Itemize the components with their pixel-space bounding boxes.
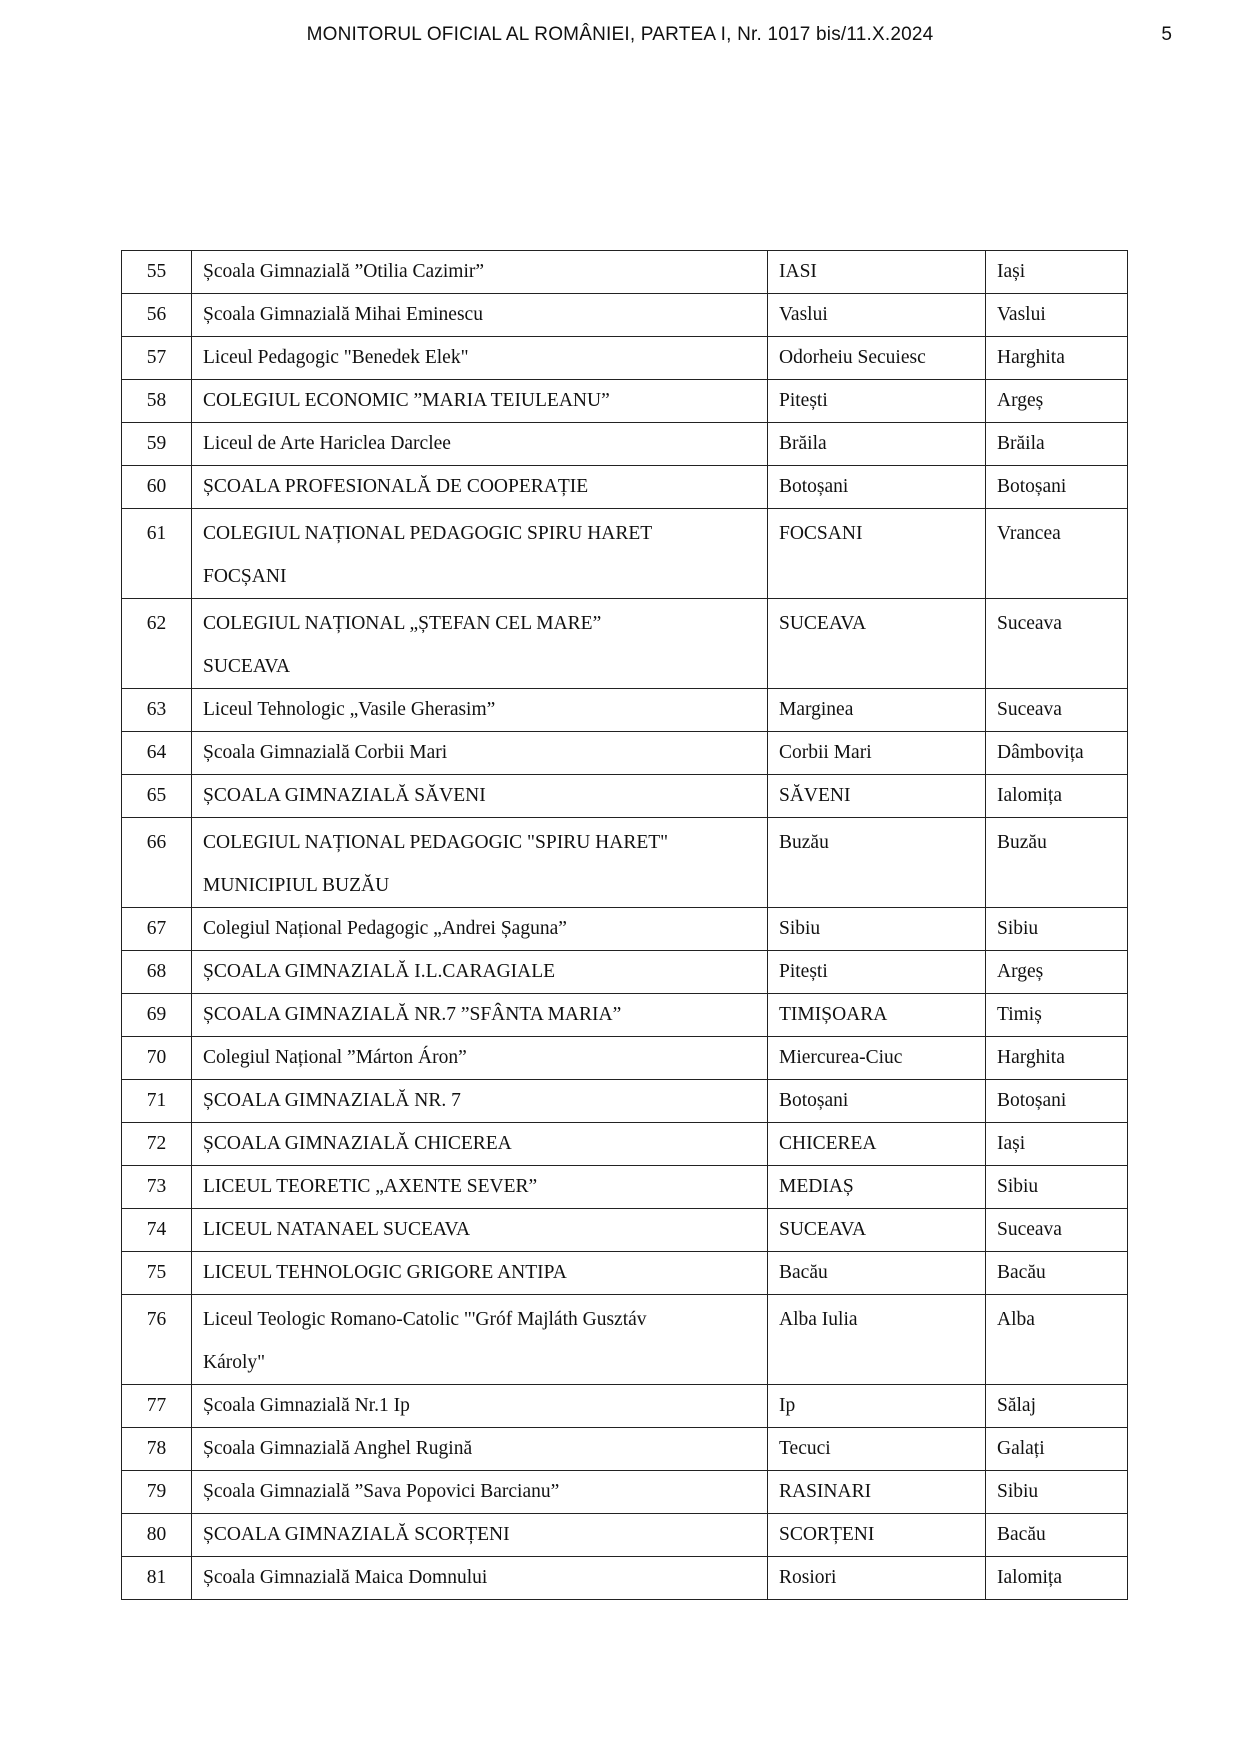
locality-cell: Buzău bbox=[768, 818, 986, 908]
school-name-line: Liceul Tehnologic „Vasile Gherasim” bbox=[203, 699, 496, 720]
school-name-line: Liceul Teologic Romano-Catolic "'Gróf Majláth Gusztáv bbox=[203, 1309, 647, 1330]
school-name-cell bbox=[192, 1557, 768, 1600]
row-number-cell: 59 bbox=[122, 423, 192, 466]
county-cell: Brăila bbox=[986, 423, 1128, 466]
school-name-cell bbox=[192, 818, 768, 908]
school-name-line: COLEGIUL ECONOMIC ”MARIA TEIULEANU” bbox=[203, 390, 610, 411]
locality-cell: Tecuci bbox=[768, 1428, 986, 1471]
county-cell: Timiș bbox=[986, 994, 1128, 1037]
county-cell: Argeș bbox=[986, 951, 1128, 994]
row-number-cell: 68 bbox=[122, 951, 192, 994]
locality-cell: Bacău bbox=[768, 1252, 986, 1295]
row-number-cell: 64 bbox=[122, 732, 192, 775]
locality-cell: Brăila bbox=[768, 423, 986, 466]
table-row bbox=[122, 1514, 1128, 1557]
row-number-cell: 80 bbox=[122, 1514, 192, 1557]
school-name-cell bbox=[192, 294, 768, 337]
locality-cell: Vaslui bbox=[768, 294, 986, 337]
school-name-line: COLEGIUL NAȚIONAL PEDAGOGIC "SPIRU HARET" bbox=[203, 832, 669, 853]
school-name-line: ȘCOALA GIMNAZIALĂ I.L.CARAGIALE bbox=[203, 961, 556, 982]
row-number-cell: 79 bbox=[122, 1471, 192, 1514]
county-cell: Ialomița bbox=[986, 1557, 1128, 1600]
school-name-line: LICEUL NATANAEL SUCEAVA bbox=[203, 1219, 471, 1240]
locality-cell: SĂVENI bbox=[768, 775, 986, 818]
locality-cell: Ip bbox=[768, 1385, 986, 1428]
table-row bbox=[122, 294, 1128, 337]
county-cell: Iași bbox=[986, 251, 1128, 294]
school-name-line: Școala Gimnazială ”Sava Popovici Barcianu” bbox=[203, 1481, 560, 1502]
row-number-cell: 58 bbox=[122, 380, 192, 423]
page-header-title: MONITORUL OFICIAL AL ROMÂNIEI, PARTEA I, Nr. 1017 bis/11.X.2024 bbox=[306, 24, 934, 45]
school-name-cell bbox=[192, 994, 768, 1037]
row-number-cell: 62 bbox=[122, 599, 192, 689]
school-name-cell bbox=[192, 599, 768, 689]
row-number-cell: 57 bbox=[122, 337, 192, 380]
county-cell: Vaslui bbox=[986, 294, 1128, 337]
locality-cell: Alba Iulia bbox=[768, 1295, 986, 1385]
row-number-cell: 55 bbox=[122, 251, 192, 294]
school-name-cell bbox=[192, 1166, 768, 1209]
row-number-cell: 81 bbox=[122, 1557, 192, 1600]
table-row bbox=[122, 599, 1128, 689]
county-cell: Iași bbox=[986, 1123, 1128, 1166]
school-name-line: MUNICIPIUL BUZĂU bbox=[203, 874, 390, 896]
locality-cell: Pitești bbox=[768, 380, 986, 423]
row-number-cell: 60 bbox=[122, 466, 192, 509]
school-name-line: Colegiul Național Pedagogic „Andrei Șaguna” bbox=[203, 918, 567, 939]
table-row bbox=[122, 1080, 1128, 1123]
row-number-cell: 75 bbox=[122, 1252, 192, 1295]
table-row bbox=[122, 951, 1128, 994]
table-row bbox=[122, 994, 1128, 1037]
locality-cell: FOCSANI bbox=[768, 509, 986, 599]
table-row bbox=[122, 1557, 1128, 1600]
row-number-cell: 56 bbox=[122, 294, 192, 337]
county-cell: Suceava bbox=[986, 689, 1128, 732]
schools-table-body bbox=[122, 251, 1128, 1600]
school-name-line: LICEUL TEHNOLOGIC GRIGORE ANTIPA bbox=[203, 1262, 567, 1283]
school-name-line: COLEGIUL NAȚIONAL „ȘTEFAN CEL MARE” bbox=[203, 613, 602, 634]
row-number-cell: 72 bbox=[122, 1123, 192, 1166]
locality-cell: MEDIAȘ bbox=[768, 1166, 986, 1209]
school-name-line: Școala Gimnazială Nr.1 Ip bbox=[203, 1395, 410, 1416]
locality-cell: RASINARI bbox=[768, 1471, 986, 1514]
county-cell: Suceava bbox=[986, 1209, 1128, 1252]
county-cell: Bacău bbox=[986, 1514, 1128, 1557]
table-row bbox=[122, 908, 1128, 951]
locality-cell: SUCEAVA bbox=[768, 599, 986, 689]
school-name-cell bbox=[192, 732, 768, 775]
county-cell: Harghita bbox=[986, 337, 1128, 380]
school-name-cell bbox=[192, 1295, 768, 1385]
locality-cell: Rosiori bbox=[768, 1557, 986, 1600]
school-name-cell bbox=[192, 1080, 768, 1123]
school-name-line: SUCEAVA bbox=[203, 655, 291, 677]
table-row bbox=[122, 818, 1128, 908]
table-row bbox=[122, 1209, 1128, 1252]
school-name-cell bbox=[192, 1385, 768, 1428]
county-cell: Sălaj bbox=[986, 1385, 1128, 1428]
school-name-line: ȘCOALA GIMNAZIALĂ CHICEREA bbox=[203, 1133, 512, 1154]
locality-cell: Botoșani bbox=[768, 466, 986, 509]
county-cell: Botoșani bbox=[986, 1080, 1128, 1123]
locality-cell: Botoșani bbox=[768, 1080, 986, 1123]
county-cell: Sibiu bbox=[986, 908, 1128, 951]
school-name-cell bbox=[192, 1123, 768, 1166]
row-number-cell: 74 bbox=[122, 1209, 192, 1252]
school-name-cell bbox=[192, 423, 768, 466]
school-name-line: COLEGIUL NAȚIONAL PEDAGOGIC SPIRU HARET bbox=[203, 523, 653, 544]
locality-cell: Marginea bbox=[768, 689, 986, 732]
county-cell: Harghita bbox=[986, 1037, 1128, 1080]
school-name-cell bbox=[192, 1252, 768, 1295]
school-name-line: ȘCOALA GIMNAZIALĂ NR. 7 bbox=[203, 1090, 461, 1111]
school-name-cell bbox=[192, 337, 768, 380]
school-name-cell bbox=[192, 1209, 768, 1252]
county-cell: Sibiu bbox=[986, 1471, 1128, 1514]
locality-cell: Odorheiu Secuiesc bbox=[768, 337, 986, 380]
county-cell: Dâmbovița bbox=[986, 732, 1128, 775]
locality-cell: SUCEAVA bbox=[768, 1209, 986, 1252]
table-row bbox=[122, 423, 1128, 466]
table-row bbox=[122, 1295, 1128, 1385]
county-cell: Botoșani bbox=[986, 466, 1128, 509]
table-row bbox=[122, 509, 1128, 599]
table-row bbox=[122, 1428, 1128, 1471]
row-number-cell: 69 bbox=[122, 994, 192, 1037]
row-number-cell: 73 bbox=[122, 1166, 192, 1209]
table-row bbox=[122, 1252, 1128, 1295]
school-name-cell bbox=[192, 1514, 768, 1557]
locality-cell: IASI bbox=[768, 251, 986, 294]
county-cell: Vrancea bbox=[986, 509, 1128, 599]
county-cell: Bacău bbox=[986, 1252, 1128, 1295]
row-number-cell: 65 bbox=[122, 775, 192, 818]
school-name-line: ȘCOALA GIMNAZIALĂ NR.7 ”SFÂNTA MARIA” bbox=[203, 1004, 622, 1025]
table-row bbox=[122, 689, 1128, 732]
county-cell: Buzău bbox=[986, 818, 1128, 908]
school-name-line: FOCȘANI bbox=[203, 565, 287, 587]
school-name-cell bbox=[192, 775, 768, 818]
locality-cell: Miercurea-Ciuc bbox=[768, 1037, 986, 1080]
school-name-cell bbox=[192, 908, 768, 951]
table-row bbox=[122, 775, 1128, 818]
school-name-line: Liceul de Arte Hariclea Darclee bbox=[203, 433, 451, 454]
county-cell: Sibiu bbox=[986, 1166, 1128, 1209]
locality-cell: Corbii Mari bbox=[768, 732, 986, 775]
schools-table bbox=[121, 250, 1128, 1600]
school-name-line: Școala Gimnazială Anghel Rugină bbox=[203, 1438, 473, 1459]
school-name-cell bbox=[192, 466, 768, 509]
school-name-cell bbox=[192, 1037, 768, 1080]
table-row bbox=[122, 1166, 1128, 1209]
locality-cell: SCORȚENI bbox=[768, 1514, 986, 1557]
row-number-cell: 61 bbox=[122, 509, 192, 599]
school-name-line: Liceul Pedagogic "Benedek Elek" bbox=[203, 347, 469, 368]
table-row bbox=[122, 732, 1128, 775]
school-name-cell bbox=[192, 251, 768, 294]
row-number-cell: 71 bbox=[122, 1080, 192, 1123]
school-name-cell bbox=[192, 380, 768, 423]
table-row bbox=[122, 1123, 1128, 1166]
school-name-cell bbox=[192, 509, 768, 599]
locality-cell: Pitești bbox=[768, 951, 986, 994]
school-name-line: Școala Gimnazială Maica Domnului bbox=[203, 1567, 488, 1588]
row-number-cell: 67 bbox=[122, 908, 192, 951]
row-number-cell: 76 bbox=[122, 1295, 192, 1385]
school-name-cell bbox=[192, 1471, 768, 1514]
page-number: 5 bbox=[1161, 24, 1172, 45]
school-name-cell bbox=[192, 1428, 768, 1471]
county-cell: Alba bbox=[986, 1295, 1128, 1385]
school-name-cell bbox=[192, 951, 768, 994]
school-name-line: ȘCOALA GIMNAZIALĂ SCORȚENI bbox=[203, 1524, 510, 1545]
school-name-line: Școala Gimnazială Corbii Mari bbox=[203, 742, 448, 763]
school-name-line: Colegiul Național ”Márton Áron” bbox=[203, 1047, 467, 1068]
county-cell: Galați bbox=[986, 1428, 1128, 1471]
school-name-cell bbox=[192, 689, 768, 732]
table-row bbox=[122, 380, 1128, 423]
school-name-line: Károly" bbox=[203, 1351, 266, 1373]
table-row bbox=[122, 1385, 1128, 1428]
school-name-line: LICEUL TEORETIC „AXENTE SEVER” bbox=[203, 1176, 538, 1197]
row-number-cell: 78 bbox=[122, 1428, 192, 1471]
row-number-cell: 77 bbox=[122, 1385, 192, 1428]
locality-cell: Sibiu bbox=[768, 908, 986, 951]
school-name-line: Școala Gimnazială ”Otilia Cazimir” bbox=[203, 261, 485, 282]
school-name-line: ȘCOALA PROFESIONALĂ DE COOPERAȚIE bbox=[203, 476, 589, 497]
row-number-cell: 70 bbox=[122, 1037, 192, 1080]
table-row bbox=[122, 251, 1128, 294]
locality-cell: CHICEREA bbox=[768, 1123, 986, 1166]
table-row bbox=[122, 466, 1128, 509]
school-name-line: ȘCOALA GIMNAZIALĂ SĂVENI bbox=[203, 785, 486, 806]
table-row bbox=[122, 337, 1128, 380]
table-row bbox=[122, 1037, 1128, 1080]
row-number-cell: 63 bbox=[122, 689, 192, 732]
school-name-line: Școala Gimnazială Mihai Eminescu bbox=[203, 304, 483, 325]
locality-cell: TIMIȘOARA bbox=[768, 994, 986, 1037]
row-number-cell: 66 bbox=[122, 818, 192, 908]
table-row bbox=[122, 1471, 1128, 1514]
county-cell: Ialomița bbox=[986, 775, 1128, 818]
county-cell: Suceava bbox=[986, 599, 1128, 689]
county-cell: Argeș bbox=[986, 380, 1128, 423]
